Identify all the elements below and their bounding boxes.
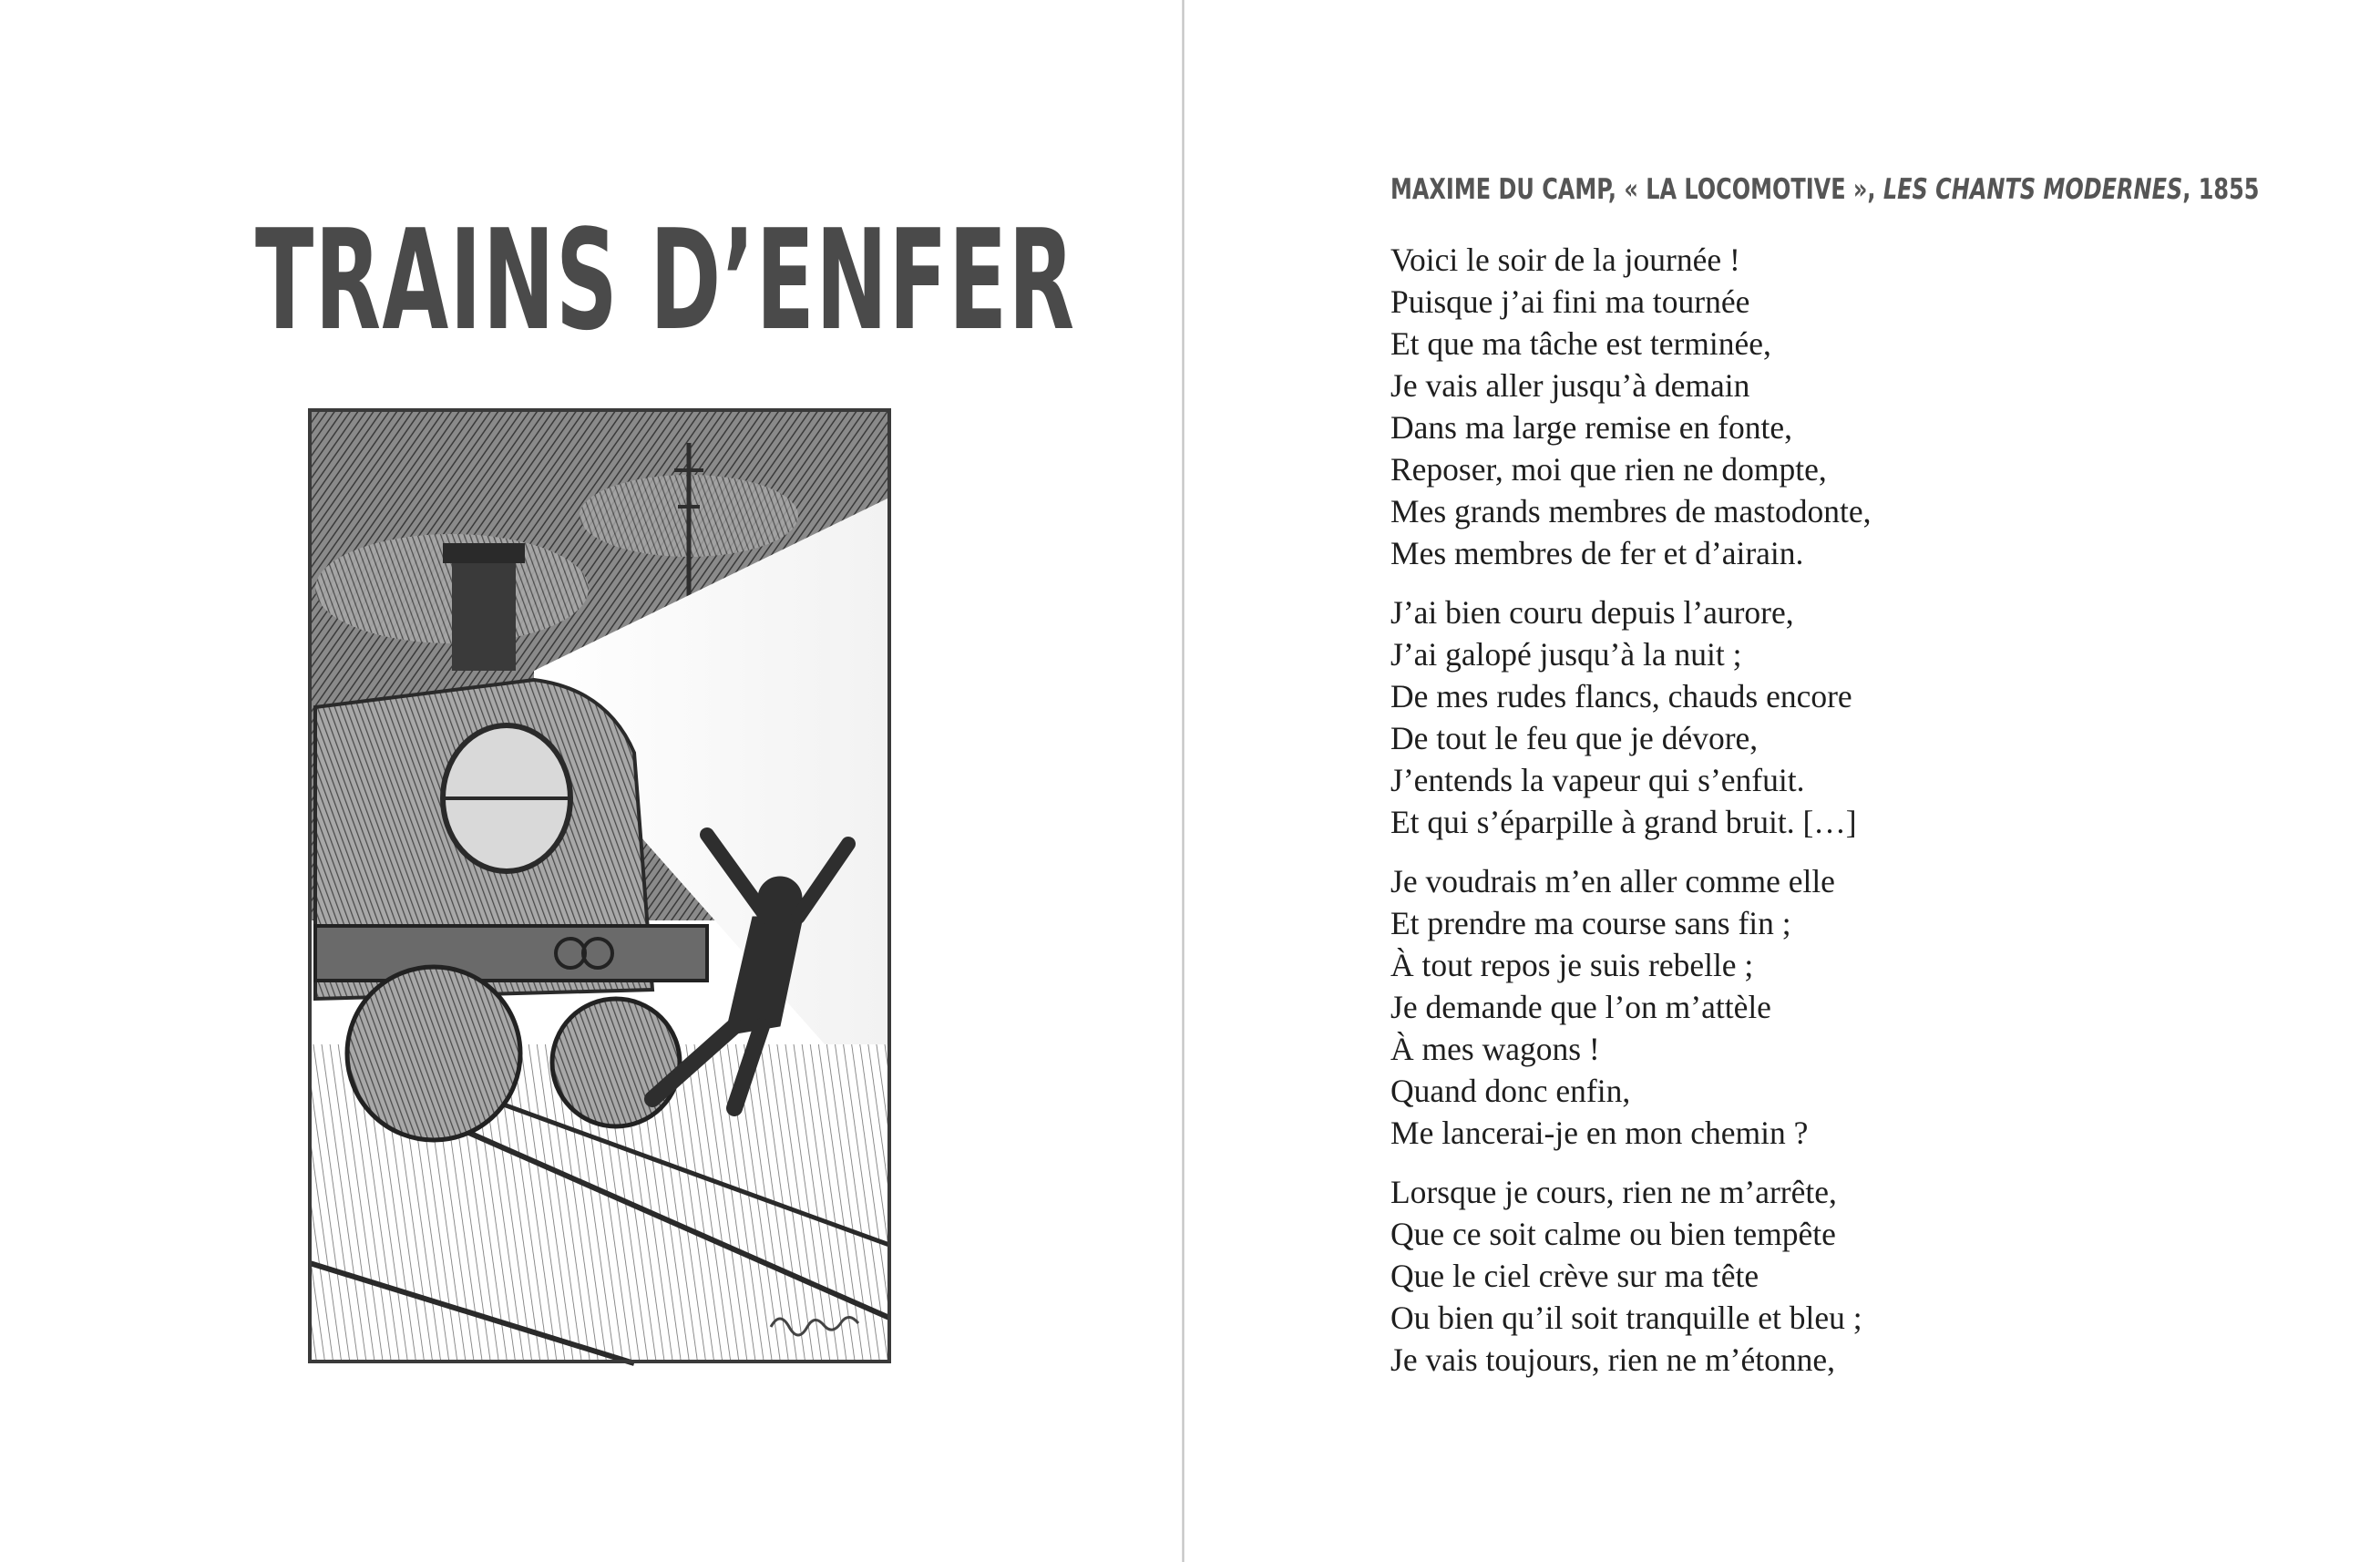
poem	[1390, 239, 2302, 1398]
stanza	[1390, 1171, 2302, 1381]
poem-line: Dans ma large remise en fonte,	[1390, 409, 1792, 446]
poem-line: Je vais toujours, rien ne m’étonne,	[1390, 1341, 1836, 1378]
poem-line: Je demande que l’on m’attèle	[1390, 989, 1771, 1025]
poem-line: Mes grands membres de mastodonte,	[1390, 493, 1872, 529]
poem-line: À tout repos je suis rebelle ;	[1390, 947, 1754, 983]
poem-attribution	[1390, 173, 2260, 206]
poem-line: À mes wagons !	[1390, 1031, 1600, 1067]
poem-line: Et qui s’éparpille à grand bruit. […]	[1390, 804, 1857, 840]
left-page	[0, 0, 1183, 1562]
poem-line: J’ai bien couru depuis l’aurore,	[1390, 594, 1794, 631]
poem-line: Je voudrais m’en aller comme elle	[1390, 863, 1835, 899]
locomotive-chimney	[452, 552, 516, 671]
poem-line: Que le ciel crève sur ma tête	[1390, 1258, 1759, 1294]
poem-line: Et que ma tâche est terminée,	[1390, 325, 1771, 362]
stanza	[1390, 591, 2302, 843]
chapter-title: TRAINS D’ENFER	[255, 200, 1076, 361]
locomotive-illustration	[306, 406, 893, 1367]
stanza	[1390, 860, 2302, 1154]
poem-line: Voici le soir de la journée !	[1390, 241, 1740, 278]
poem-line: Puisque j’ai fini ma tournée	[1390, 283, 1750, 320]
poem-line: Quand donc enfin,	[1390, 1073, 1631, 1109]
poem-line: J’entends la vapeur qui s’enfuit.	[1390, 762, 1805, 798]
stanza	[1390, 239, 2302, 574]
locomotive-wheel	[347, 967, 520, 1140]
author-and-poem: MAXIME DU CAMP, « LA LOCOMOTIVE »,	[1390, 173, 1883, 206]
poem-line: Mes membres de fer et d’airain.	[1390, 535, 1804, 571]
poem-line: Lorsque je cours, rien ne m’arrête,	[1390, 1174, 1837, 1210]
poem-line: Et prendre ma course sans fin ;	[1390, 905, 1791, 941]
collection-title: LES CHANTS MODERNES	[1882, 173, 2183, 206]
poem-line: Je vais aller jusqu’à demain	[1390, 367, 1750, 404]
buffer-beam	[315, 926, 707, 981]
poem-line: De mes rudes flancs, chauds encore	[1390, 678, 1852, 714]
poem-line: Reposer, moi que rien ne dompte,	[1390, 451, 1827, 488]
poem-line: J’ai galopé jusqu’à la nuit ;	[1390, 636, 1742, 673]
poem-line: Me lancerai-je en mon chemin ?	[1390, 1115, 1809, 1151]
poem-line: Ou bien qu’il soit tranquille et bleu ;	[1390, 1300, 1862, 1336]
publication-year: , 1855	[2182, 173, 2260, 206]
poem-line: Que ce soit calme ou bien tempête	[1390, 1216, 1836, 1252]
poem-line: De tout le feu que je dévore,	[1390, 720, 1759, 756]
locomotive-wheel	[552, 999, 680, 1126]
